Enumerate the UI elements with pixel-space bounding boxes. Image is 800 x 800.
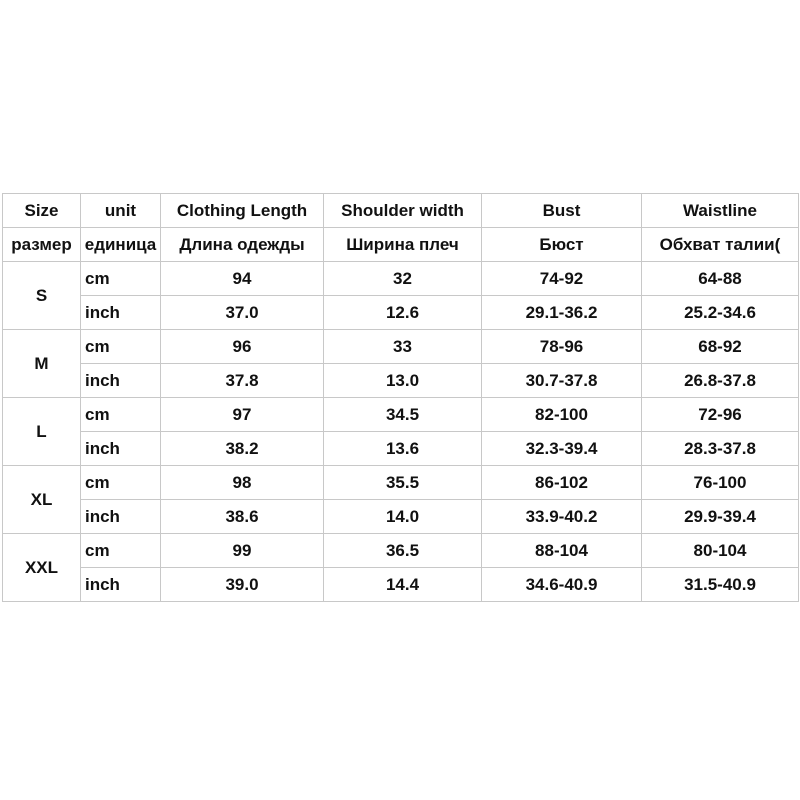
bust-cell: 32.3-39.4: [482, 432, 642, 466]
unit-cell: inch: [81, 500, 161, 534]
table-row: [3, 398, 799, 432]
header-row-english: [3, 194, 799, 228]
length-cell: 38.2: [161, 432, 324, 466]
table-row: [3, 500, 799, 534]
size-label: S: [3, 262, 81, 330]
unit-cell: cm: [81, 398, 161, 432]
header-shoulder-width: Shoulder width: [324, 194, 482, 228]
unit-cell: inch: [81, 364, 161, 398]
table-row: [3, 296, 799, 330]
shoulder-cell: 13.0: [324, 364, 482, 398]
header-clothing-length-ru: Длина одежды: [161, 228, 324, 262]
length-cell: 98: [161, 466, 324, 500]
size-label: XXL: [3, 534, 81, 602]
table-row: [3, 432, 799, 466]
length-cell: 97: [161, 398, 324, 432]
length-cell: 94: [161, 262, 324, 296]
unit-cell: cm: [81, 534, 161, 568]
bust-cell: 30.7-37.8: [482, 364, 642, 398]
size-label: M: [3, 330, 81, 398]
length-cell: 99: [161, 534, 324, 568]
waist-cell: 80-104: [642, 534, 799, 568]
waist-cell: 31.5-40.9: [642, 568, 799, 602]
table-row: [3, 534, 799, 568]
bust-cell: 78-96: [482, 330, 642, 364]
unit-cell: cm: [81, 330, 161, 364]
waist-cell: 68-92: [642, 330, 799, 364]
bust-cell: 86-102: [482, 466, 642, 500]
size-label: L: [3, 398, 81, 466]
shoulder-cell: 35.5: [324, 466, 482, 500]
table-row: [3, 466, 799, 500]
bust-cell: 88-104: [482, 534, 642, 568]
header-clothing-length: Clothing Length: [161, 194, 324, 228]
bust-cell: 82-100: [482, 398, 642, 432]
table-row: [3, 330, 799, 364]
header-waistline: Waistline: [642, 194, 799, 228]
unit-cell: inch: [81, 432, 161, 466]
shoulder-cell: 32: [324, 262, 482, 296]
bust-cell: 29.1-36.2: [482, 296, 642, 330]
header-size-ru: размер: [3, 228, 81, 262]
table-row: [3, 262, 799, 296]
unit-cell: cm: [81, 466, 161, 500]
shoulder-cell: 14.4: [324, 568, 482, 602]
header-unit: unit: [81, 194, 161, 228]
header-bust-ru: Бюст: [482, 228, 642, 262]
header-row-russian: [3, 228, 799, 262]
shoulder-cell: 34.5: [324, 398, 482, 432]
unit-cell: inch: [81, 296, 161, 330]
length-cell: 39.0: [161, 568, 324, 602]
shoulder-cell: 36.5: [324, 534, 482, 568]
length-cell: 37.0: [161, 296, 324, 330]
header-size: Size: [3, 194, 81, 228]
waist-cell: 72-96: [642, 398, 799, 432]
waist-cell: 28.3-37.8: [642, 432, 799, 466]
waist-cell: 25.2-34.6: [642, 296, 799, 330]
bust-cell: 33.9-40.2: [482, 500, 642, 534]
bust-cell: 34.6-40.9: [482, 568, 642, 602]
waist-cell: 76-100: [642, 466, 799, 500]
header-bust: Bust: [482, 194, 642, 228]
header-waistline-ru: Обхват талии(: [642, 228, 799, 262]
shoulder-cell: 13.6: [324, 432, 482, 466]
length-cell: 37.8: [161, 364, 324, 398]
unit-cell: cm: [81, 262, 161, 296]
bust-cell: 74-92: [482, 262, 642, 296]
header-shoulder-width-ru: Ширина плеч: [324, 228, 482, 262]
shoulder-cell: 12.6: [324, 296, 482, 330]
shoulder-cell: 14.0: [324, 500, 482, 534]
unit-cell: inch: [81, 568, 161, 602]
header-unit-ru: единица: [81, 228, 161, 262]
table-row: [3, 568, 799, 602]
waist-cell: 26.8-37.8: [642, 364, 799, 398]
waist-cell: 29.9-39.4: [642, 500, 799, 534]
size-label: XL: [3, 466, 81, 534]
size-chart-table: [2, 193, 799, 602]
length-cell: 96: [161, 330, 324, 364]
table-row: [3, 364, 799, 398]
shoulder-cell: 33: [324, 330, 482, 364]
length-cell: 38.6: [161, 500, 324, 534]
waist-cell: 64-88: [642, 262, 799, 296]
